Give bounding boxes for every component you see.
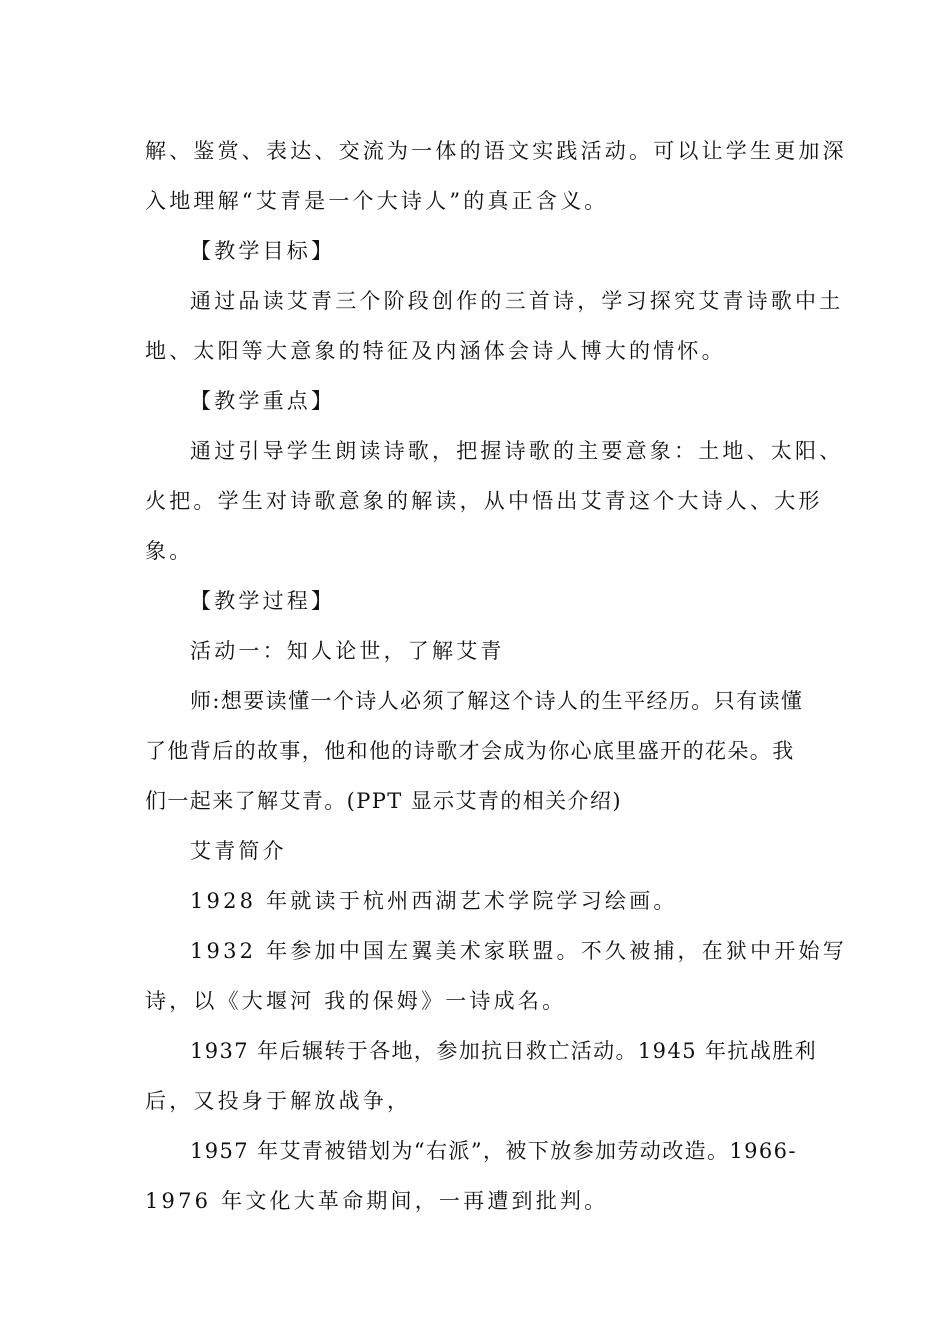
- paragraph-line: 们一起来了解艾青。(PPT 显示艾青的相关介绍): [145, 789, 622, 813]
- paragraph-line: 象。: [145, 539, 194, 563]
- subheading-intro: 艾青简介: [190, 839, 287, 863]
- paragraph-line: 入地理解“艾青是一个大诗人”的真正含义。: [145, 189, 609, 213]
- paragraph-line: 诗，以《大堰河 我的保姆》一诗成名。: [145, 989, 567, 1013]
- paragraph-line: 师:想要读懂一个诗人必须了解这个诗人的生平经历。只有读懂: [190, 689, 804, 713]
- paragraph-line: 通过引导学生朗读诗歌，把握诗歌的主要意象：土地、太阳、: [190, 439, 844, 463]
- paragraph-line: 后，又投身于解放战争，: [145, 1089, 412, 1113]
- paragraph-line: 地、太阳等大意象的特征及内涵体会诗人博大的情怀。: [145, 339, 726, 363]
- paragraph-line: 1957 年艾青被错划为“右派”，被下放参加劳动改造。1966-: [190, 1139, 797, 1163]
- section-heading-process: 【教学过程】: [190, 589, 336, 613]
- paragraph-line: 1932 年参加中国左翼美术家联盟。不久被捕，在狱中开始写: [190, 939, 847, 963]
- section-heading-key-points: 【教学重点】: [190, 389, 336, 413]
- section-heading-objectives: 【教学目标】: [190, 239, 336, 263]
- paragraph-line: 解、鉴赏、表达、交流为一体的语文实践活动。可以让学生更加深: [145, 139, 847, 163]
- paragraph-line: 了他背后的故事，他和他的诗歌才会成为你心底里盛开的花朵。我: [145, 739, 795, 763]
- paragraph-line: 1928 年就读于杭州西湖艺术学院学习绘画。: [190, 889, 678, 913]
- paragraph-line: 火把。学生对诗歌意象的解读，从中悟出艾青这个大诗人、大形: [145, 489, 823, 513]
- paragraph-line: 1976 年文化大革命期间，一再遭到批判。: [145, 1189, 609, 1213]
- activity-title: 活动一：知人论世，了解艾青: [190, 639, 505, 663]
- paragraph-line: 1937 年后辗转于各地，参加抗日救亡活动。1945 年抗战胜利: [190, 1039, 818, 1063]
- paragraph-line: 通过品读艾青三个阶段创作的三首诗，学习探究艾青诗歌中土: [190, 289, 844, 313]
